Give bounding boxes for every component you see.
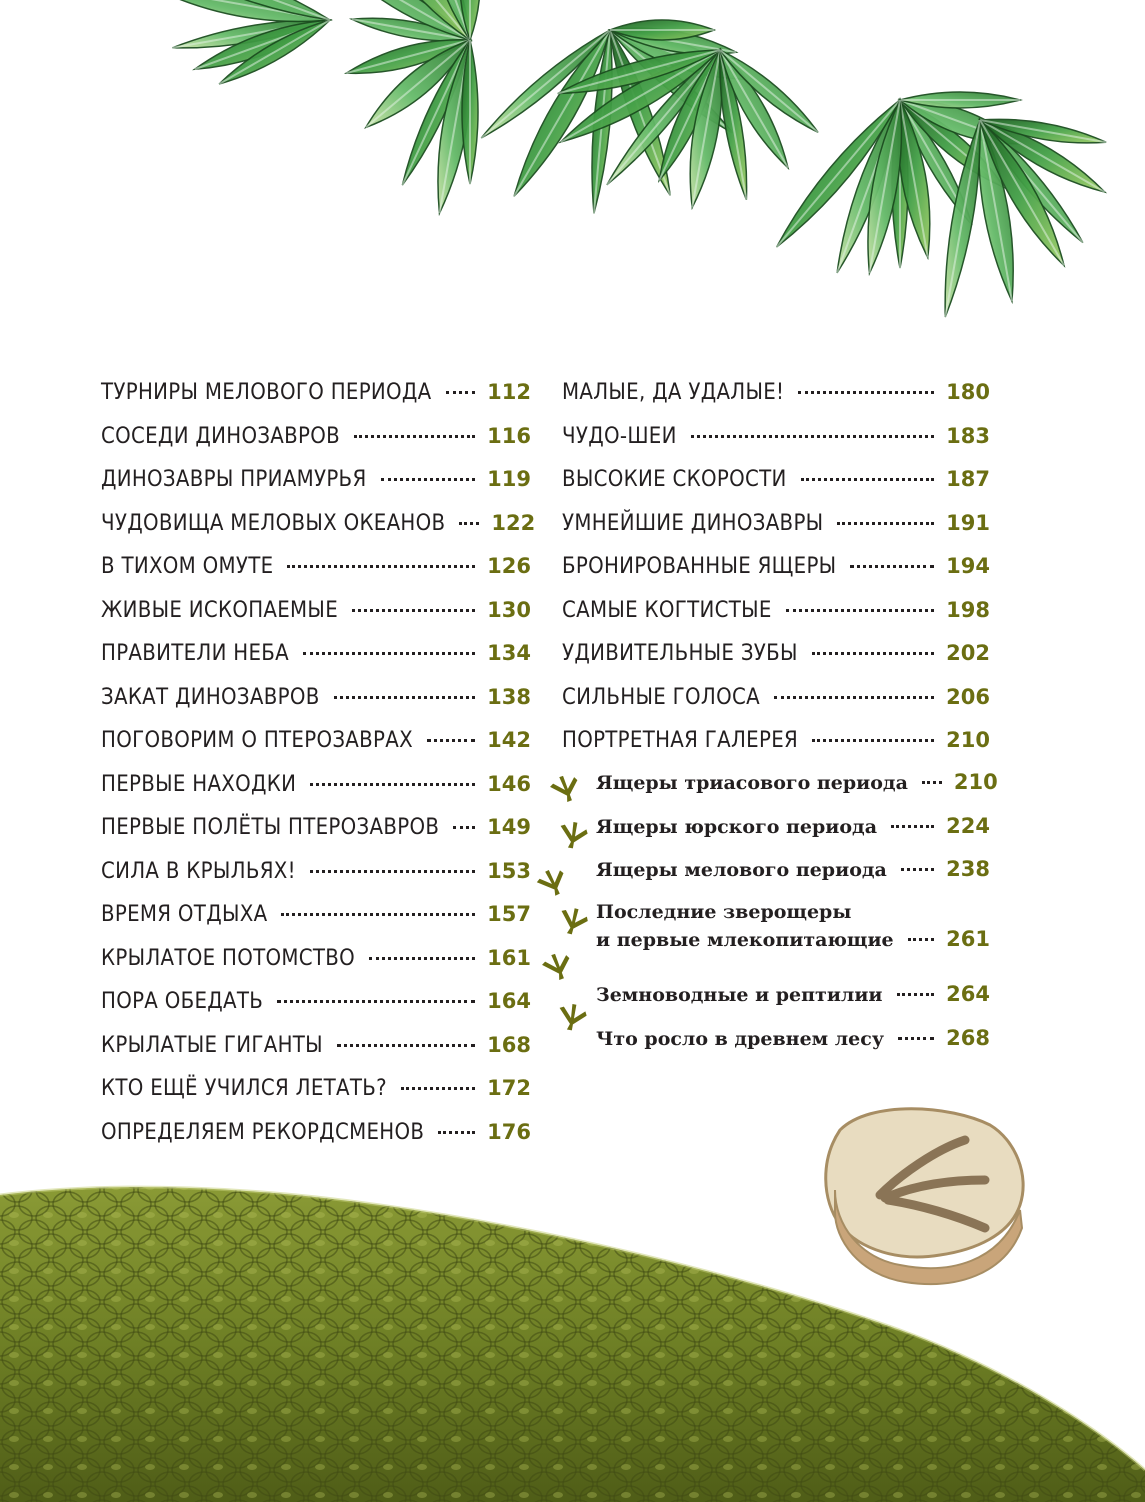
- footprint-icon: [540, 950, 575, 984]
- toc-page-number: 183: [946, 423, 990, 448]
- toc-entry-title: Ящеры триасового периода: [596, 772, 908, 794]
- toc-entry-title: УМНЕЙШИЕ ДИНОЗАВРЫ: [562, 510, 824, 536]
- toc-page-number: 119: [487, 467, 531, 491]
- toc-entry-title: ТУРНИРЫ МЕЛОВОГО ПЕРИОДА: [101, 380, 432, 405]
- toc-page-number: 191: [946, 510, 990, 535]
- toc-entry-title: ПРАВИТЕЛИ НЕБА: [101, 641, 290, 666]
- toc-page-number: 180: [946, 380, 990, 404]
- toc-page-number: 130: [487, 597, 531, 622]
- toc-page-number: 134: [487, 641, 531, 665]
- toc-page-number: 224: [946, 813, 990, 838]
- toc-page-number: 176: [487, 1119, 531, 1144]
- toc-page-number: 168: [487, 1032, 531, 1057]
- toc-entry-title-line2: и первые млекопитающие: [596, 929, 894, 951]
- footprint-icon: [548, 772, 583, 806]
- toc-entry-title: КРЫЛАТЫЕ ГИГАНТЫ: [101, 1032, 323, 1058]
- toc-entry-title: ЧУДОВИЩА МЕЛОВЫХ ОКЕАНОВ: [101, 510, 446, 536]
- toc-entry-title: КТО ЕЩЁ УЧИЛСЯ ЛЕТАТЬ?: [101, 1076, 387, 1101]
- toc-page-number: 210: [946, 728, 990, 752]
- toc-entry-title: ПОГОВОРИМ О ПТЕРОЗАВРАХ: [101, 728, 413, 753]
- toc-entry-title: ВРЕМЯ ОТДЫХА: [101, 902, 268, 927]
- toc-page-number: 112: [487, 380, 531, 404]
- toc-page-number: 122: [491, 510, 536, 535]
- toc-entry-title: СИЛЬНЫЕ ГОЛОСА: [562, 684, 760, 710]
- toc-entry-title: ЗАКАТ ДИНОЗАВРОВ: [101, 684, 320, 710]
- footprint-icon: [556, 905, 590, 937]
- toc-page-number: 153: [487, 858, 531, 883]
- toc-page-number: 161: [487, 945, 531, 970]
- toc-page-number: 116: [487, 423, 531, 448]
- toc-entry-title: ПЕРВЫЕ ПОЛЁТЫ ПТЕРОЗАВРОВ: [101, 815, 440, 840]
- toc-page-number: 149: [487, 815, 531, 839]
- toc-page-number: 142: [487, 728, 531, 752]
- toc-entry-title: В ТИХОМ ОМУТЕ: [101, 554, 274, 579]
- footprint-icon: [556, 1002, 588, 1032]
- toc-entry-title: Что росло в древнем лесу: [596, 1027, 885, 1050]
- toc-entry-title: БРОНИРОВАННЫЕ ЯЩЕРЫ: [562, 554, 837, 579]
- toc-entry-title: СОСЕДИ ДИНОЗАВРОВ: [101, 423, 341, 449]
- toc-page-number: 157: [487, 902, 531, 926]
- toc-page-number: 268: [946, 1025, 990, 1050]
- toc-entry-title: ОПРЕДЕЛЯЕМ РЕКОРДСМЕНОВ: [101, 1119, 425, 1145]
- toc-page-number: 206: [946, 684, 990, 709]
- toc-entry-title: ЧУДО-ШЕИ: [562, 423, 677, 449]
- toc-entry-title: ПОРТРЕТНАЯ ГАЛЕРЕЯ: [562, 728, 799, 753]
- toc-entry-title: САМЫЕ КОГТИСТЫЕ: [562, 597, 772, 623]
- footprint-icon: [557, 820, 589, 850]
- toc-page-number: 210: [953, 770, 998, 794]
- footprint-icon: [534, 865, 570, 900]
- toc-page-number: 261: [946, 927, 990, 951]
- toc-entry-title: Ящеры юрского периода: [596, 815, 878, 838]
- toc-entry-title: Ящеры мелового периода: [596, 859, 887, 881]
- toc-page-number: 164: [487, 989, 531, 1013]
- toc-page-number: 146: [487, 771, 531, 796]
- toc-page-number: 126: [487, 554, 531, 578]
- toc-entry-title: Последние зверощеры: [596, 901, 852, 923]
- toc-entry-title: УДИВИТЕЛЬНЫЕ ЗУБЫ: [562, 641, 798, 666]
- toc-page-number: 172: [487, 1076, 531, 1100]
- toc-page-number: 187: [946, 467, 990, 491]
- toc-page-number: 202: [946, 641, 990, 665]
- toc-entry-title: ЖИВЫЕ ИСКОПАЕМЫЕ: [101, 597, 338, 623]
- toc-page-number: 198: [946, 597, 990, 622]
- toc-page-number: 238: [946, 857, 990, 881]
- toc-entry-title: ДИНОЗАВРЫ ПРИАМУРЬЯ: [101, 467, 367, 492]
- toc-entry-title: МАЛЫЕ, ДА УДАЛЫЕ!: [562, 380, 785, 405]
- toc-page-number: 138: [487, 684, 531, 709]
- toc-entry-title: ВЫСОКИЕ СКОРОСТИ: [562, 467, 787, 492]
- toc-entry-title: ПЕРВЫЕ НАХОДКИ: [101, 771, 297, 797]
- toc-entry-title: Земноводные и рептилии: [596, 984, 883, 1006]
- toc-entry-title: ПОРА ОБЕДАТЬ: [101, 989, 264, 1014]
- toc-page-number: 194: [946, 554, 990, 578]
- toc-entry-title: СИЛА В КРЫЛЬЯХ!: [101, 858, 296, 884]
- toc-entry-title: КРЫЛАТОЕ ПОТОМСТВО: [101, 945, 355, 971]
- toc-page-number: 264: [946, 982, 990, 1006]
